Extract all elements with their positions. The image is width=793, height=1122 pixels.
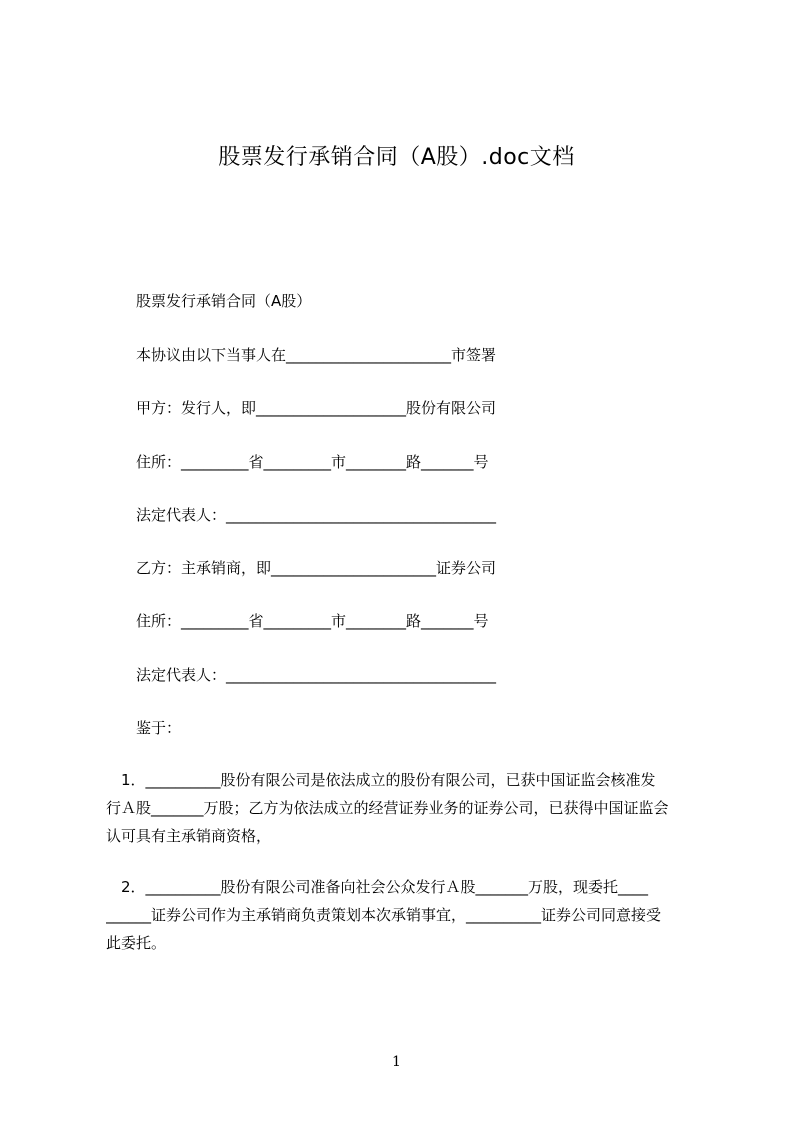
party-b-address: 住所：_________省_________市________路_______号 [136, 612, 489, 630]
clause-1-line-3: 认可具有主承销商资格， [106, 827, 272, 845]
party-b-representative: 法定代表人：____________________________________ [136, 666, 497, 684]
party-a-address: 住所：_________省_________市________路_______号 [136, 453, 489, 471]
clause-2-line-1: 2．__________股份有限公司准备向社会公众发行Ａ股_______万股，现委托____ [106, 878, 649, 896]
page-number: 1 [392, 1054, 401, 1070]
whereas-label: 鉴于： [136, 719, 182, 737]
clause-2-line-2: ______证券公司作为主承销商负责策划本次承销事宜，__________证券公司同意接受 [106, 906, 662, 924]
party-a-name: 甲方：发行人，即____________________股份有限公司 [136, 399, 497, 417]
clause-2 [106, 873, 698, 957]
intro-line: 本协议由以下当事人在______________________市签署 [136, 346, 497, 364]
clause-1-line-1: 1．__________股份有限公司是依法成立的股份有限公司，已获中国证监会核准发 [106, 771, 656, 789]
contract-heading: 股票发行承销合同（A股） [136, 292, 312, 310]
party-b-name: 乙方：主承销商，即______________________证券公司 [136, 559, 497, 577]
party-a-representative: 法定代表人：____________________________________ [136, 506, 497, 524]
clause-1-line-2: 行Ａ股_______万股；乙方为依法成立的经营证券业务的证券公司，已获得中国证监会 [106, 799, 669, 817]
document-title: 股票发行承销合同（A股）.doc文档 [218, 145, 575, 170]
clause-2-line-3: 此委托。 [106, 934, 167, 952]
clause-1 [106, 766, 698, 850]
